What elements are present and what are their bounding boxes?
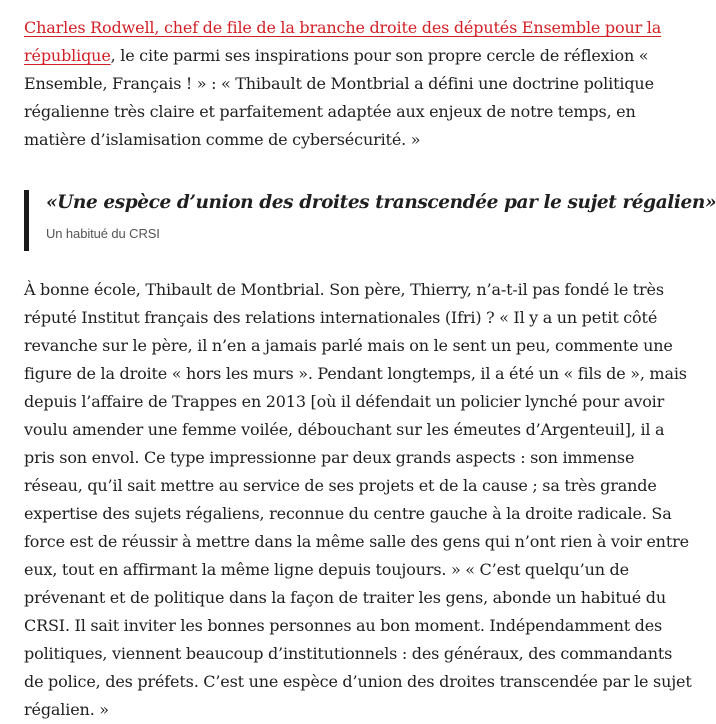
pull-quote-author: Un habitué du CRSI (46, 226, 160, 241)
article-body (24, 14, 716, 724)
intro-paragraph (24, 14, 696, 154)
pull-quote (24, 190, 716, 251)
pull-quote-text: «Une espèce d’union des droites transcendée par le sujet régalien» (46, 192, 716, 213)
charles-rodwell-link[interactable]: Charles Rodwell, chef de file de la branche droite des députés Ensemble pour la république (24, 18, 662, 65)
intro-paragraph-text: , le cite parmi ses inspirations pour son propre cercle de réflexion « Ensemble, Français ! » : « Thibault de Montbrial a défini une doctrine politique régalienne très claire et parfaitement adaptée aux enjeux de notre temps, en matière d’islamisation comme de cybersécurité. » (24, 46, 654, 149)
body-paragraph: À bonne école, Thibault de Montbrial. Son père, Thierry, n’a-t-il pas fondé le très réputé Institut français des relations internationales (Ifri) ? « Il y a un petit côté revanche sur le père, il n’en a jamais parlé mais on le sent un peu, commente une figure de la droite « hors les murs ». Pendant longtemps, il a été un « fils de », mais depuis l’affaire de Trappes en 2013 [où il défendait un policier lynché pour avoir voulu amender une femme voilée, débouchant sur les émeutes d’Argenteuil], il a pris son envol. Ce type impressionne par deux grands aspects : son immense réseau, qu’il sait mettre au service de ses projets et de la cause ; sa très grande expertise des sujets régaliens, reconnue du centre gauche à la droite radicale. Sa force est de réussir à mettre dans la même salle des gens qui n’ont rien à voir entre eux, tout en affirmant la même ligne depuis toujours. » « C’est quelqu’un de prévenant et de politique dans la façon de traiter les gens, abonde un habitué du CRSI. Il sait inviter les bonnes personnes au bon moment. Indépendamment des politiques, viennent beaucoup d’institutionnels : des généraux, des commandants de police, des préfets. C’est une espèce d’union des droites transcendée par le sujet régalien. » (24, 280, 692, 719)
